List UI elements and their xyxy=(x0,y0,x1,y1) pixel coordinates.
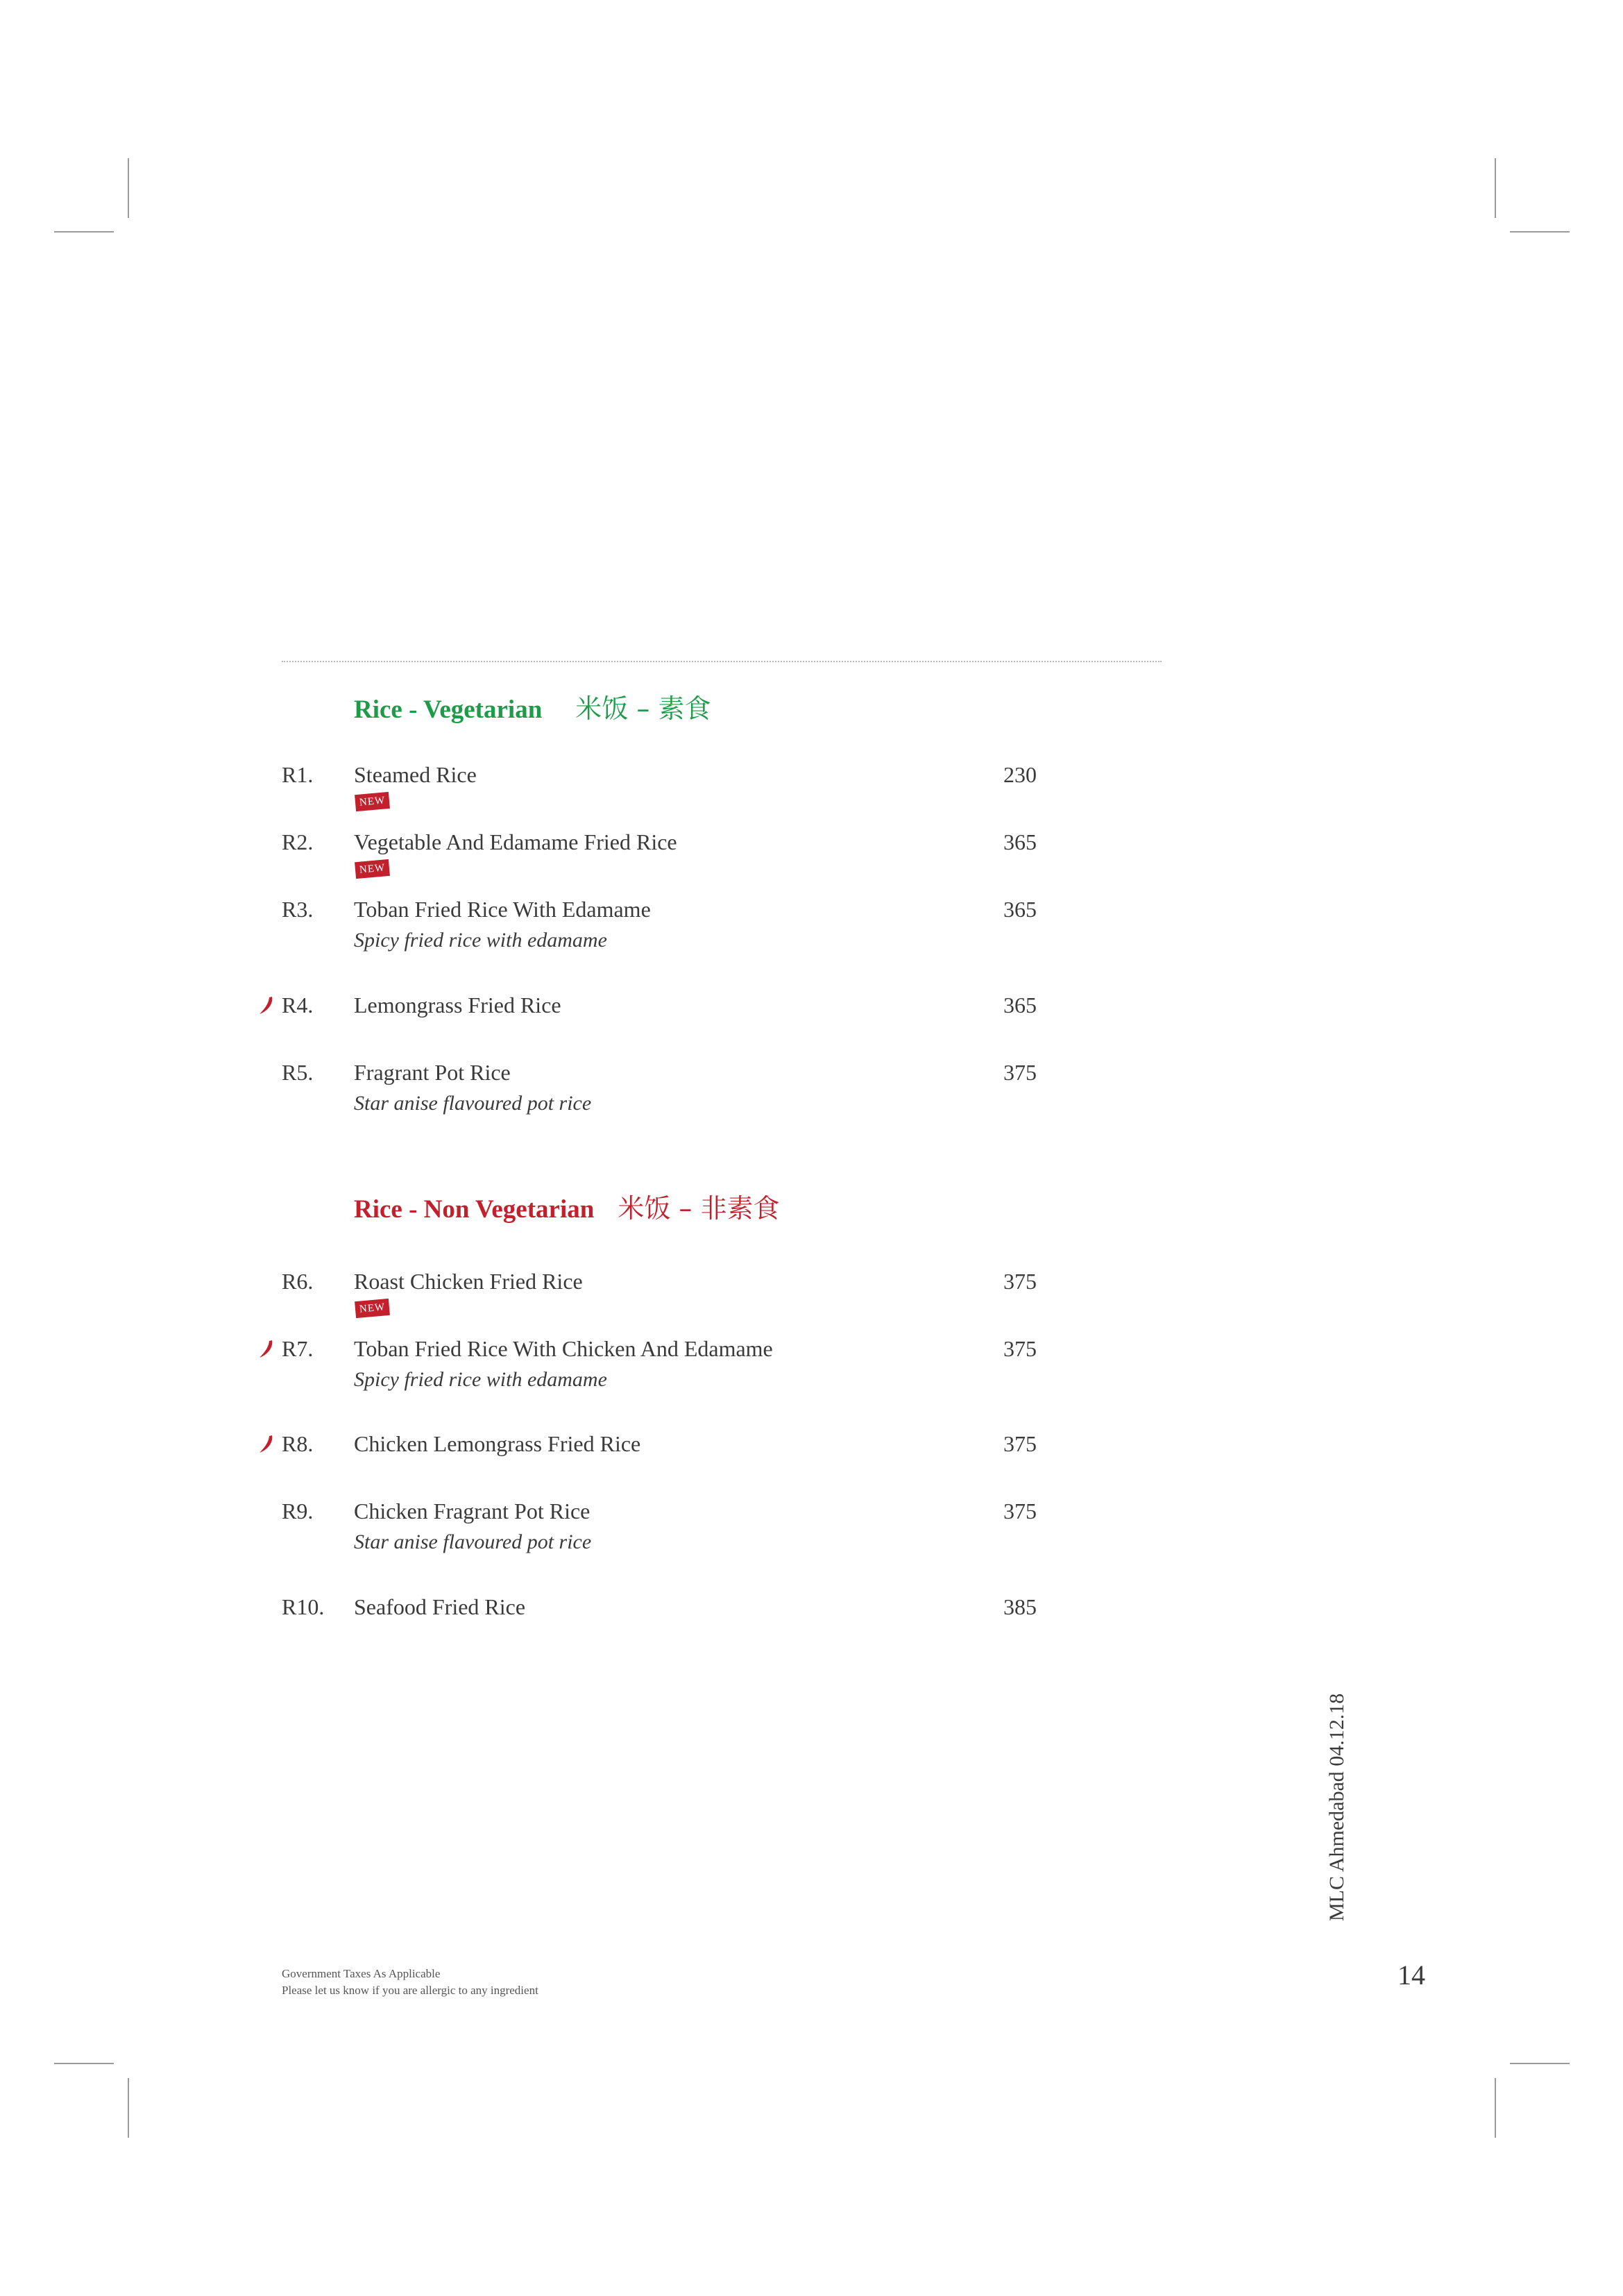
item-name: Toban Fried Rice With Edamame xyxy=(354,897,651,922)
allergy-note: Please let us know if you are allergic to any ingredient xyxy=(282,1984,538,1997)
item-description: Spicy fried rice with edamame xyxy=(354,1368,607,1391)
chili-pepper-icon xyxy=(257,995,275,1016)
item-price: 375 xyxy=(1003,1431,1037,1456)
item-price: 375 xyxy=(1003,1269,1037,1294)
item-code: R10. xyxy=(282,1594,325,1619)
menu-item xyxy=(0,1301,1623,1391)
item-description: Star anise flavoured pot rice xyxy=(354,1530,592,1553)
section-divider xyxy=(282,661,1162,662)
section-title-vegetarian xyxy=(354,687,711,729)
crop-mark xyxy=(128,2078,129,2138)
item-name: Steamed Rice xyxy=(354,762,477,787)
item-name: Roast Chicken Fried Rice xyxy=(354,1269,583,1294)
menu-item xyxy=(0,795,1623,870)
item-name: Chicken Fragrant Pot Rice xyxy=(354,1499,590,1523)
section-title-non-vegetarian xyxy=(354,1187,780,1229)
page-number: 14 xyxy=(1397,1959,1425,1991)
menu-item xyxy=(0,1497,1623,1553)
crop-mark xyxy=(1510,2063,1570,2064)
chili-pepper-icon xyxy=(257,1339,275,1360)
item-code: R4. xyxy=(282,993,314,1018)
item-code: R2. xyxy=(282,829,314,854)
item-code: R8. xyxy=(282,1431,314,1456)
item-code: R1. xyxy=(282,762,314,787)
item-name: Chicken Lemongrass Fried Rice xyxy=(354,1431,641,1456)
item-code: R9. xyxy=(282,1499,314,1523)
item-price: 385 xyxy=(1003,1594,1037,1619)
new-badge: NEW xyxy=(355,1299,390,1318)
section-title-en: Rice - Vegetarian xyxy=(354,695,543,724)
item-name: Fragrant Pot Rice xyxy=(354,1060,511,1085)
menu-item xyxy=(0,1058,1623,1115)
item-price: 365 xyxy=(1003,829,1037,854)
item-price: 375 xyxy=(1003,1336,1037,1361)
item-description: Star anise flavoured pot rice xyxy=(354,1092,592,1115)
menu-item xyxy=(0,862,1623,952)
item-name: Toban Fried Rice With Chicken And Edamame xyxy=(354,1336,773,1361)
item-name: Lemongrass Fried Rice xyxy=(354,993,561,1018)
item-name: Seafood Fried Rice xyxy=(354,1594,526,1619)
crop-mark xyxy=(54,2063,114,2064)
item-code: R5. xyxy=(282,1060,314,1085)
section-title-cn: 米饭 – 素食 xyxy=(575,693,711,724)
item-code: R7. xyxy=(282,1336,314,1361)
chili-pepper-icon xyxy=(257,1434,275,1455)
section-title-cn: 米饭 – 非素食 xyxy=(618,1193,780,1224)
crop-mark xyxy=(1510,231,1570,233)
menu-item xyxy=(0,1430,1623,1471)
menu-item xyxy=(0,1267,1623,1309)
new-badge: NEW xyxy=(355,792,390,811)
item-price: 375 xyxy=(1003,1499,1037,1523)
crop-mark xyxy=(1495,158,1496,218)
section-title-en: Rice - Non Vegetarian xyxy=(354,1195,595,1224)
new-badge: NEW xyxy=(355,859,390,879)
item-price: 365 xyxy=(1003,897,1037,922)
item-description: Spicy fried rice with edamame xyxy=(354,929,607,952)
menu-item xyxy=(0,991,1623,1033)
menu-item xyxy=(0,1593,1623,1635)
crop-mark xyxy=(54,231,114,233)
item-price: 375 xyxy=(1003,1060,1037,1085)
item-code: R3. xyxy=(282,897,314,922)
location-date-stamp: MLC Ahmedabad 04.12.18 xyxy=(1325,1693,1348,1921)
menu-item xyxy=(0,761,1623,802)
tax-note: Government Taxes As Applicable xyxy=(282,1967,441,1980)
crop-mark xyxy=(128,158,129,218)
item-code: R6. xyxy=(282,1269,314,1294)
item-name: Vegetable And Edamame Fried Rice xyxy=(354,829,677,854)
footer-notes xyxy=(282,1966,538,1999)
item-price: 230 xyxy=(1003,762,1037,787)
item-price: 365 xyxy=(1003,993,1037,1018)
crop-mark xyxy=(1495,2078,1496,2138)
